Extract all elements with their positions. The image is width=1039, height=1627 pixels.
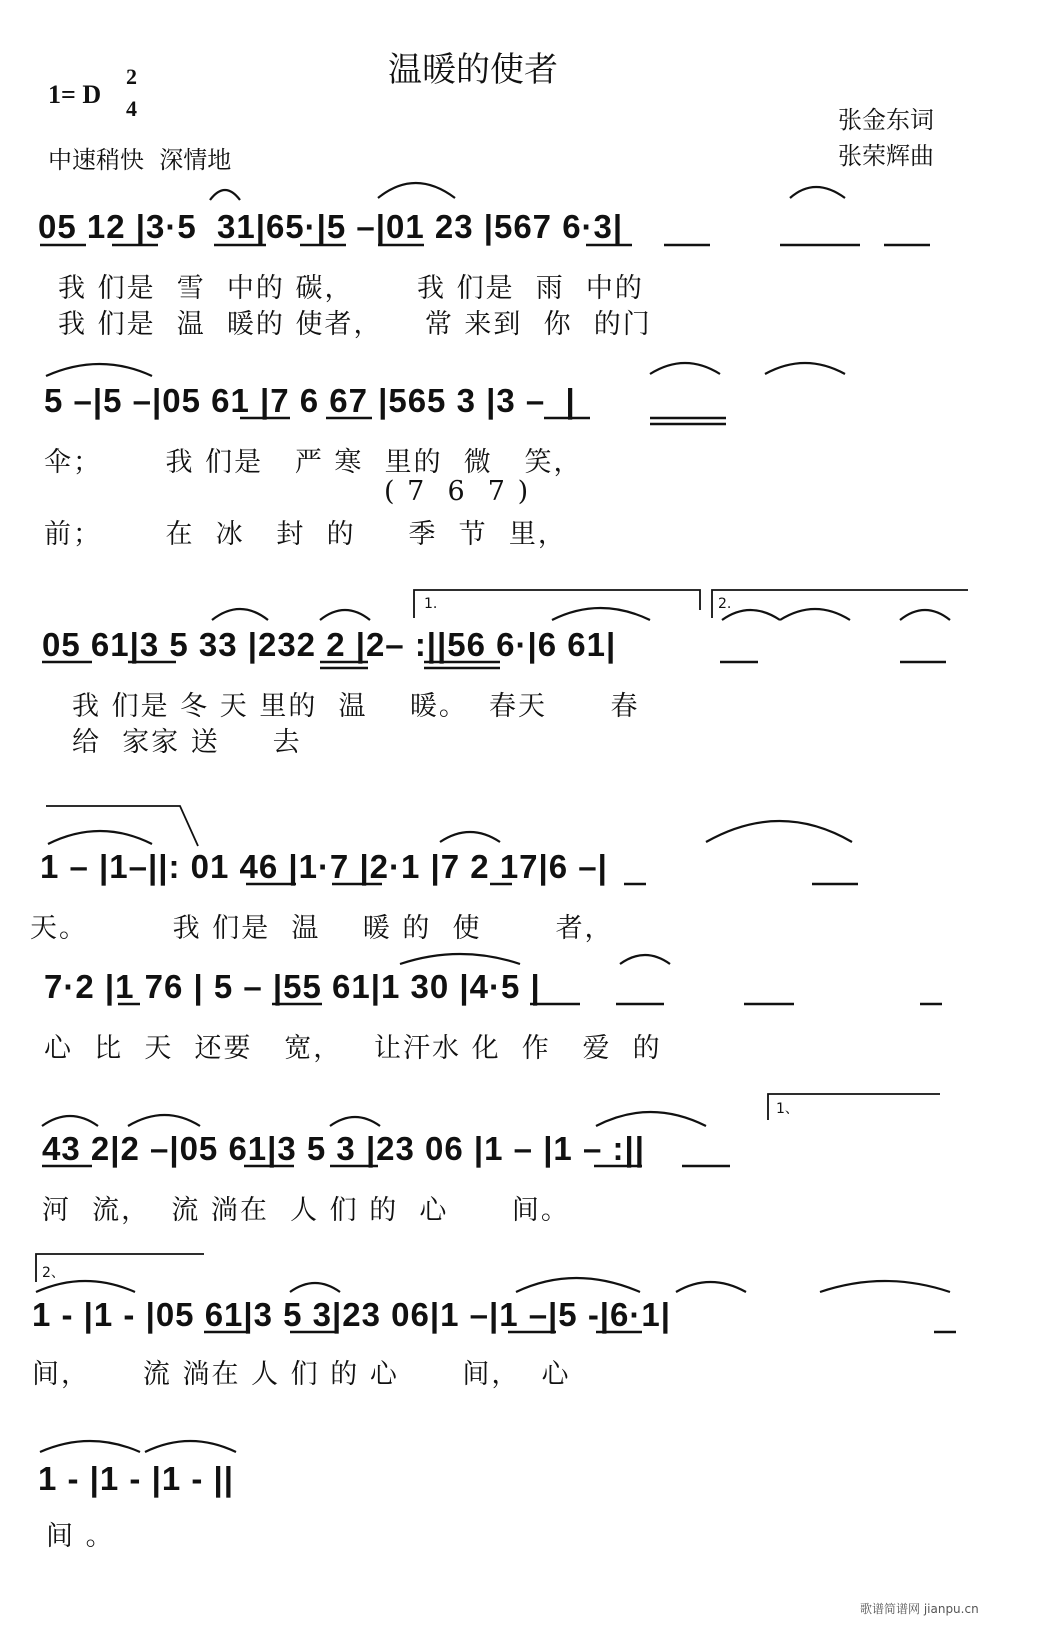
volta-2-label: 2. bbox=[718, 596, 732, 612]
lyric-line-7-verse-1: 间， 流 淌在 人 们 的 心 间， 心 bbox=[32, 1359, 571, 1390]
slur bbox=[790, 187, 845, 198]
notation-line-2: 5 –|5 –|05 61 |7 6 67 |565 3 |3 – | bbox=[44, 382, 576, 419]
tie bbox=[676, 1282, 746, 1292]
volta-1-label-b: 1、 bbox=[776, 1101, 799, 1117]
notation-line-7: 1 - |1 - |05 61|3 5 3|23 06|1 –|1 –|5 -|6·1| bbox=[32, 1296, 671, 1333]
tie bbox=[765, 363, 845, 374]
tie bbox=[36, 1281, 135, 1292]
lyric-line-1-verse-2: 我 们是 温 暖的 使者， 常 来到 你 的门 bbox=[58, 309, 652, 340]
lyric-line-2-verse-2: 前； 在 冰 封 的 季 节 里， bbox=[44, 519, 567, 550]
tie bbox=[48, 831, 152, 844]
tie bbox=[40, 1441, 140, 1452]
slur bbox=[290, 1283, 340, 1292]
slur bbox=[378, 183, 455, 198]
page-title: 温暖的使者 bbox=[388, 50, 558, 90]
time-signature-top: 2 bbox=[126, 64, 137, 89]
tie bbox=[46, 364, 152, 376]
lyric-line-3-verse-1: 我 们是 冬 天 里的 温 暖。 春天 春 bbox=[72, 691, 640, 722]
slur bbox=[400, 954, 520, 964]
lyric-line-4-verse-1: 天。 我 们是 温 暖 的 使 者， bbox=[30, 913, 614, 944]
slur bbox=[650, 363, 720, 374]
slur bbox=[330, 1117, 380, 1126]
tempo-marking: 中速稍快 深情地 bbox=[48, 146, 232, 174]
key-signature: 1= D bbox=[48, 80, 102, 109]
tie bbox=[145, 1441, 236, 1452]
notation-line-6: 43 2|2 –|05 61|3 5 3 |23 06 |1 – |1 – :|| bbox=[42, 1130, 645, 1167]
volta-2-label-b: 2、 bbox=[42, 1265, 65, 1281]
lyric-line-2-alternate: ( 7 6 7 ) bbox=[384, 476, 531, 507]
composer-credit: 张荣辉曲 bbox=[838, 142, 934, 170]
notation-line-8: 1 - |1 - |1 - || bbox=[38, 1460, 234, 1497]
notation-line-5: 7·2 |1 76 | 5 – |55 61|1 30 |4·5 | bbox=[44, 968, 541, 1005]
lyric-line-5-verse-1: 心 比 天 还要 宽， 让汗水 化 作 爱 的 bbox=[44, 1033, 662, 1064]
volta-1-bracket bbox=[414, 590, 700, 618]
slur bbox=[212, 609, 268, 620]
lyric-line-8-verse-1: 间 。 bbox=[46, 1521, 115, 1552]
notation-line-3: 05 61|3 5 33 |232 2 |2– :||56 6·|6 61| bbox=[42, 626, 617, 663]
slur bbox=[620, 955, 670, 964]
slur bbox=[596, 1112, 706, 1126]
slur bbox=[42, 1116, 98, 1126]
slur bbox=[900, 610, 950, 620]
tie-bracket bbox=[46, 806, 198, 846]
notation-line-1: 05 12 |3·5 31|65·|5 –|01 23 |567 6·3| bbox=[38, 208, 624, 245]
lyric-line-2-verse-1: 伞； 我 们是 严 寒 里的 微 笑， bbox=[44, 447, 583, 478]
slur bbox=[516, 1278, 640, 1292]
lyric-line-6-verse-1: 河 流， 流 淌在 人 们 的 心 间。 bbox=[42, 1195, 570, 1226]
time-signature-bottom: 4 bbox=[126, 96, 137, 121]
site-watermark: 歌谱简谱网 jianpu.cn bbox=[860, 1602, 979, 1616]
slur bbox=[440, 832, 500, 842]
lyric-line-1-verse-1: 我 们是 雪 中的 碳， 我 们是 雨 中的 bbox=[58, 273, 644, 304]
slur bbox=[210, 190, 240, 200]
volta-1-label: 1. bbox=[424, 596, 438, 612]
volta-2-bracket bbox=[712, 590, 968, 618]
lyric-line-3-verse-2: 给 家家 送 去 bbox=[72, 727, 302, 758]
slur bbox=[320, 610, 370, 620]
tie bbox=[780, 609, 850, 620]
slur bbox=[820, 1281, 950, 1292]
lyricist-credit: 张金东词 bbox=[838, 106, 934, 134]
tie bbox=[128, 1115, 200, 1126]
notation-line-4: 1 – |1–||: 01 46 |1·7 |2·1 |7 2 17|6 –| bbox=[40, 848, 608, 885]
tie bbox=[552, 608, 650, 620]
slur bbox=[706, 821, 852, 842]
